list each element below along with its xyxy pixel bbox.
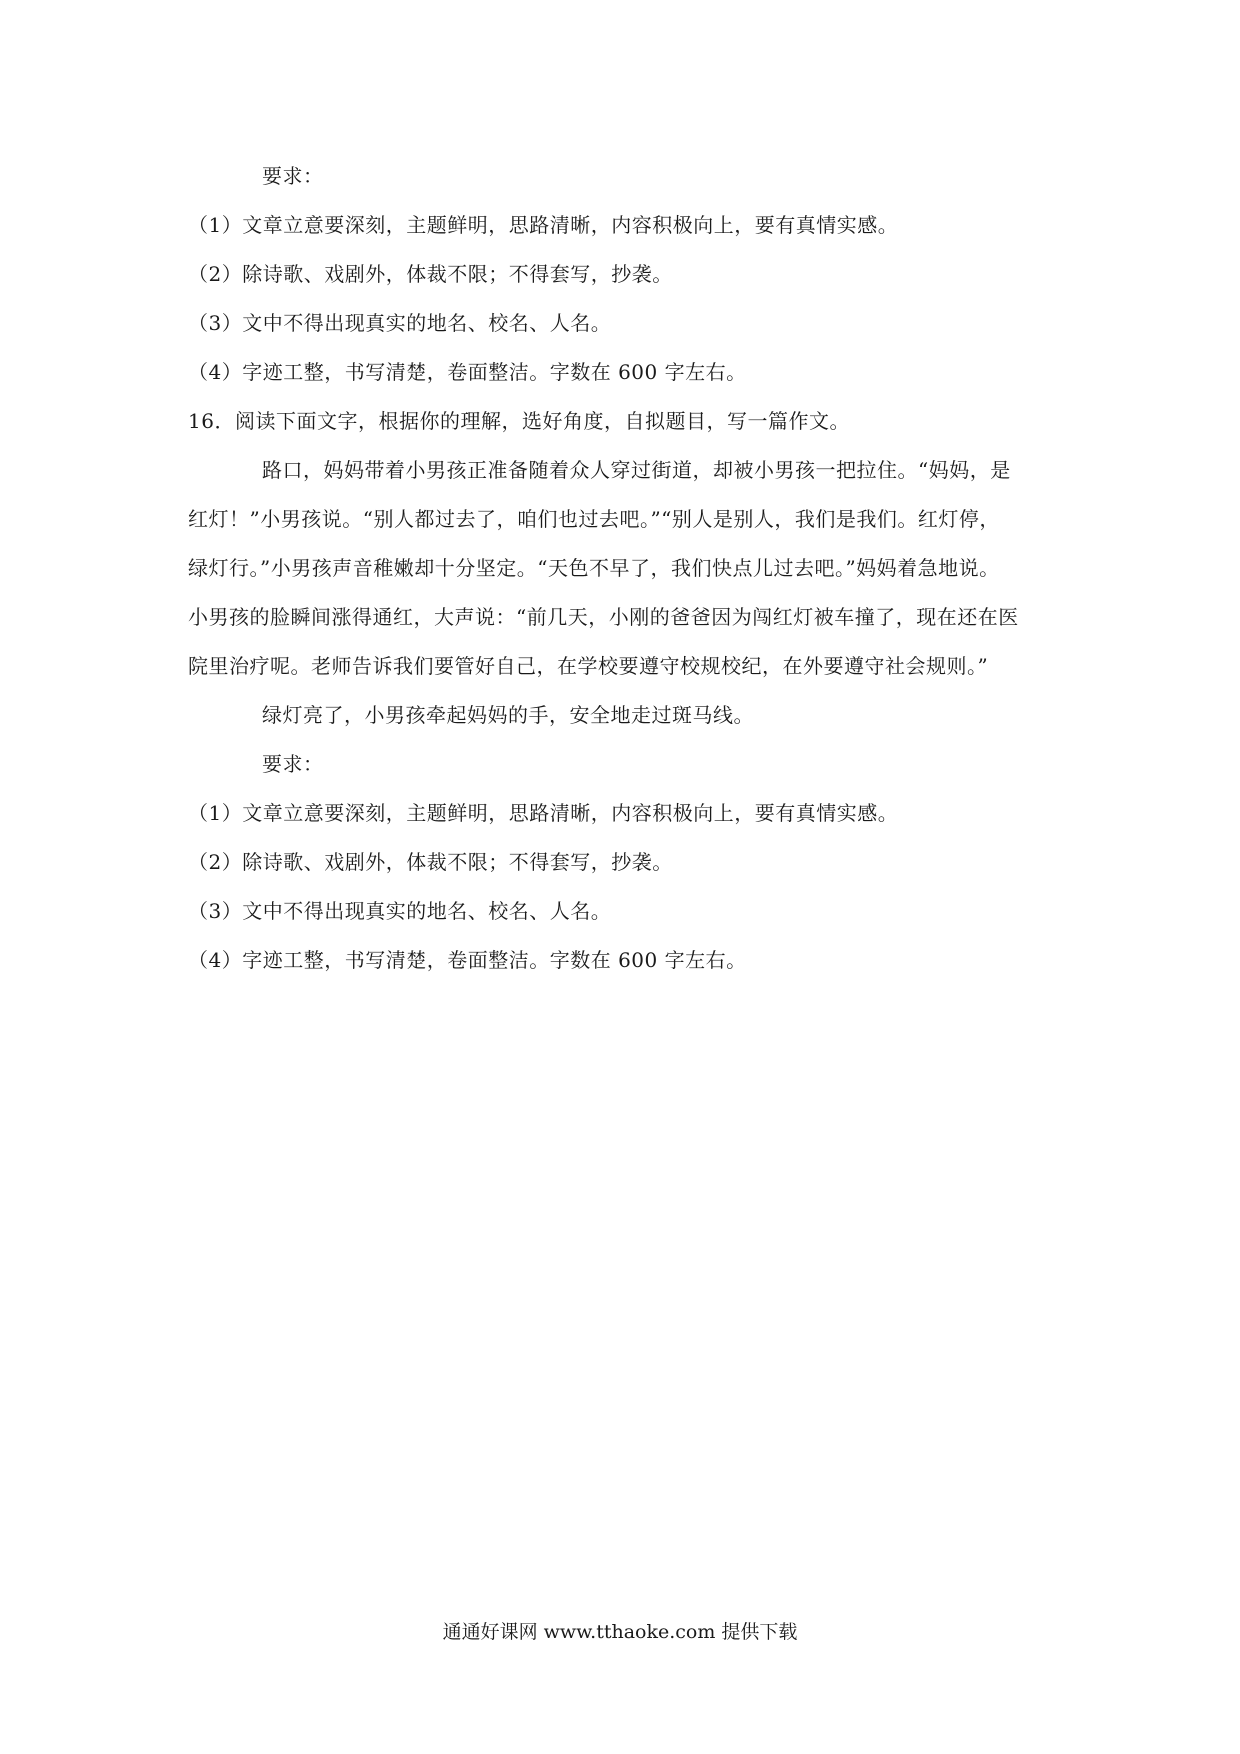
requirement-item: （4）字迹工整，书写清楚，卷面整洁。字数在 600 字左右。 [188,948,747,972]
passage-line: 红灯！”小男孩说。“别人都过去了，咱们也过去吧。”“别人是别人，我们是我们。红灯停， [188,507,1000,531]
requirement-item: （3）文中不得出现真实的地名、校名、人名。 [188,311,612,335]
requirement-item: （2）除诗歌、戏剧外，体裁不限；不得套写，抄袭。 [188,850,673,874]
requirement-item: （3）文中不得出现真实的地名、校名、人名。 [188,899,612,923]
passage-line: 小男孩的脸瞬间涨得通红，大声说：“前几天，小刚的爸爸因为闯红灯被车撞了，现在还在医 [188,605,1019,629]
requirement-item: （4）字迹工整，书写清楚，卷面整洁。字数在 600 字左右。 [188,360,747,384]
passage-line: 路口，妈妈带着小男孩正准备随着众人穿过街道，却被小男孩一把拉住。“妈妈，是 [262,458,1011,482]
requirement-item: （1）文章立意要深刻，主题鲜明，思路清晰，内容积极向上，要有真情实感。 [188,801,899,825]
passage-line: 院里治疗呢。老师告诉我们要管好自己，在学校要遵守校规校纪，在外要遵守社会规则。” [188,654,989,678]
requirement-item: （1）文章立意要深刻，主题鲜明，思路清晰，内容积极向上，要有真情实感。 [188,213,899,237]
requirements-label: 要求： [262,164,324,188]
page-footer: 通通好课网 www.tthaoke.com 提供下载 [442,1621,798,1643]
question-prompt: 16．阅读下面文字，根据你的理解，选好角度，自拟题目，写一篇作文。 [188,409,850,433]
requirements-label: 要求： [262,752,324,776]
requirement-item: （2）除诗歌、戏剧外，体裁不限；不得套写，抄袭。 [188,262,673,286]
passage-line: 绿灯行。”小男孩声音稚嫩却十分坚定。“天色不早了，我们快点儿过去吧。”妈妈着急地说。 [188,556,1000,580]
passage-closing-line: 绿灯亮了，小男孩牵起妈妈的手，安全地走过斑马线。 [262,703,754,727]
